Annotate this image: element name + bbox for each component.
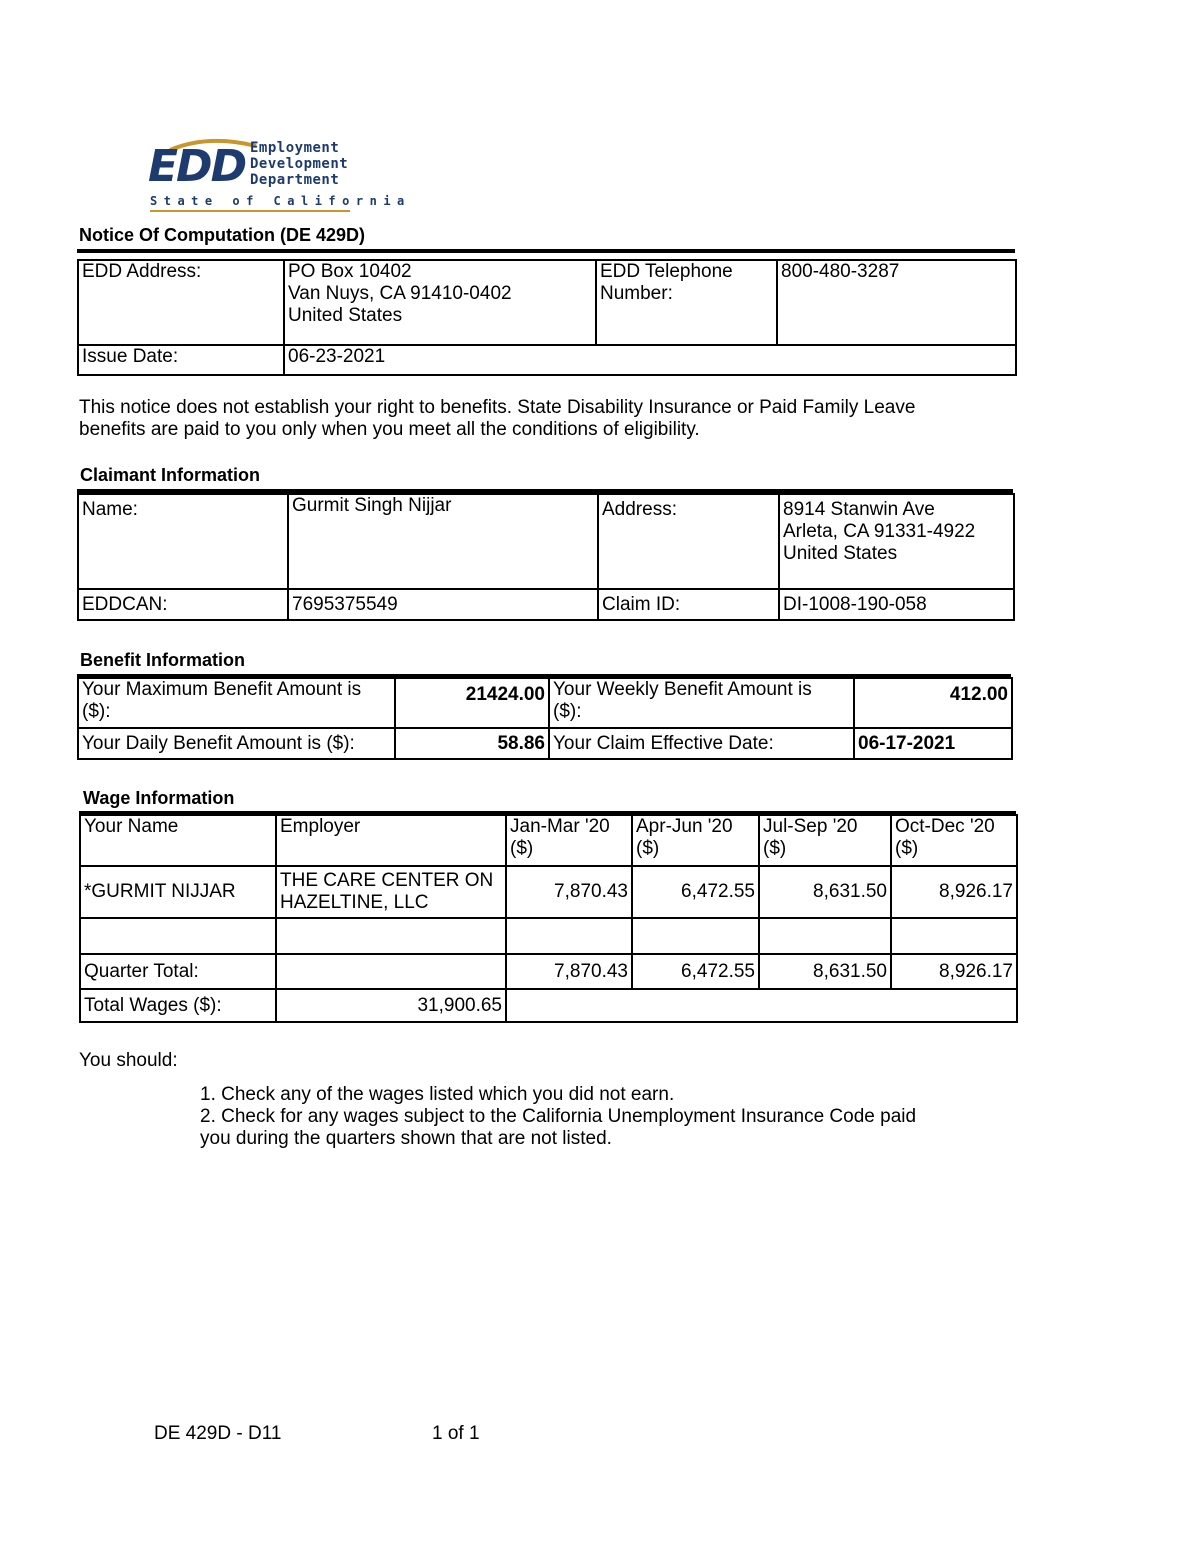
claimant-heading: Claimant Information — [80, 465, 261, 485]
edd-phone-label — [596, 260, 777, 345]
footer-page-number: 1 of 1 — [432, 1423, 480, 1444]
eligibility-notice — [79, 397, 915, 441]
issue-date-value: 06-23-2021 — [284, 345, 1016, 375]
wage-row-employer — [276, 866, 506, 918]
wage-row-q1: 7,870.43 — [506, 866, 632, 918]
claimant-name-label: Name: — [78, 494, 288, 589]
edd-address-line3: United States — [288, 305, 403, 326]
instruction-item-2-line1: 2. Check for any wages subject to the California Unemployment Insurance Code paid — [200, 1106, 917, 1127]
wage-col-q1-line2: ($) — [510, 838, 534, 859]
empty-cell — [80, 918, 276, 954]
wage-row-empty — [80, 918, 1017, 954]
edd-address-line2: Van Nuys, CA 91410-0402 — [288, 283, 512, 304]
total-wages-label: Total Wages ($): — [80, 989, 276, 1022]
wage-row-employer-line2: HAZELTINE, LLC — [280, 892, 429, 913]
empty-cell — [506, 989, 1017, 1022]
page-title: Notice Of Computation (DE 429D) — [79, 225, 366, 245]
quarter-total-q2: 6,472.55 — [632, 954, 759, 989]
weekly-benefit-label-line2: ($): — [553, 701, 582, 722]
weekly-benefit-label-line1: Your Weekly Benefit Amount is — [553, 679, 812, 700]
wage-col-q2-line2: ($) — [636, 838, 660, 859]
claimant-address-line1: 8914 Stanwin Ave — [783, 499, 935, 520]
wage-col-q1-line1: Jan-Mar '20 — [510, 816, 610, 837]
claim-id-value: DI-1008-190-058 — [779, 589, 1014, 620]
wage-col-q3 — [759, 815, 891, 866]
wage-row — [80, 866, 1017, 918]
max-benefit-label — [78, 678, 395, 728]
wage-row-name: *GURMIT NIJJAR — [80, 866, 276, 918]
empty-cell — [632, 918, 759, 954]
edd-contact-table — [77, 259, 1017, 376]
edd-logo-line2: Development — [250, 156, 349, 172]
edd-phone-value: 800-480-3287 — [777, 260, 1016, 345]
wage-col-q2-line1: Apr-Jun '20 — [636, 816, 733, 837]
wage-row-q3: 8,631.50 — [759, 866, 891, 918]
wage-col-q1 — [506, 815, 632, 866]
instructions-list — [200, 1084, 916, 1150]
eddcan-value: 7695375549 — [288, 589, 598, 620]
edd-logo-line1: Employment — [250, 140, 340, 156]
eligibility-notice-line1: This notice does not establish your right to benefits. State Disability Insurance or Paid Family Leave — [79, 397, 916, 418]
instruction-item-2-line2: you during the quarters shown that are not listed. — [200, 1128, 612, 1149]
wage-row-q4: 8,926.17 — [891, 866, 1017, 918]
eligibility-notice-line2: benefits are paid to you only when you meet all the conditions of eligibility. — [79, 419, 700, 440]
title-rule — [77, 249, 1015, 253]
edd-address-value — [284, 260, 596, 345]
wage-row-q2: 6,472.55 — [632, 866, 759, 918]
total-wages-row — [80, 989, 1017, 1022]
wage-col-name: Your Name — [80, 815, 276, 866]
empty-cell — [759, 918, 891, 954]
claimant-address-line2: Arleta, CA 91331-4922 — [783, 521, 976, 542]
benefit-heading: Benefit Information — [80, 650, 245, 670]
issue-date-label: Issue Date: — [78, 345, 284, 375]
claimant-address-value — [779, 494, 1014, 589]
max-benefit-value: 21424.00 — [395, 678, 549, 728]
total-wages-value: 31,900.65 — [276, 989, 506, 1022]
edd-logo-underline — [150, 210, 350, 212]
edd-logo-state: State of California — [150, 194, 411, 208]
claim-effective-label: Your Claim Effective Date: — [549, 728, 854, 759]
edd-address-line1: PO Box 10402 — [288, 261, 412, 282]
weekly-benefit-label — [549, 678, 854, 728]
weekly-benefit-value: 412.00 — [854, 678, 1012, 728]
wage-col-q4 — [891, 815, 1017, 866]
edd-logo — [148, 138, 411, 212]
benefit-table — [77, 677, 1013, 760]
edd-logo-line3: Department — [250, 172, 340, 188]
quarter-total-q4: 8,926.17 — [891, 954, 1017, 989]
claimant-name-value: Gurmit Singh Nijjar — [288, 494, 598, 589]
quarter-total-q3: 8,631.50 — [759, 954, 891, 989]
wage-col-q3-line2: ($) — [763, 838, 787, 859]
wage-row-employer-line1: THE CARE CENTER ON — [280, 870, 494, 891]
footer-form-id: DE 429D - D11 — [154, 1423, 282, 1444]
wage-table — [79, 814, 1018, 1023]
instruction-item-1: 1. Check any of the wages listed which you did not earn. — [200, 1084, 675, 1105]
eddcan-label: EDDCAN: — [78, 589, 288, 620]
quarter-total-row — [80, 954, 1017, 989]
claim-effective-value: 06-17-2021 — [854, 728, 1012, 759]
claimant-address-line3: United States — [783, 543, 898, 564]
wage-col-employer: Employer — [276, 815, 506, 866]
edd-phone-label-line2: Number: — [600, 283, 673, 304]
daily-benefit-label: Your Daily Benefit Amount is ($): — [78, 728, 395, 759]
empty-cell — [276, 918, 506, 954]
edd-phone-label-line1: EDD Telephone — [600, 261, 733, 282]
wage-col-q4-line1: Oct-Dec '20 — [895, 816, 995, 837]
wage-col-q2 — [632, 815, 759, 866]
wage-col-q4-line2: ($) — [895, 838, 919, 859]
empty-cell — [891, 918, 1017, 954]
wage-col-q3-line1: Jul-Sep '20 — [763, 816, 858, 837]
max-benefit-label-line2: ($): — [82, 701, 111, 722]
instructions-intro: You should: — [79, 1050, 178, 1071]
wage-heading: Wage Information — [83, 788, 235, 808]
daily-benefit-value: 58.86 — [395, 728, 549, 759]
empty-cell — [276, 954, 506, 989]
edd-address-label: EDD Address: — [78, 260, 284, 345]
empty-cell — [506, 918, 632, 954]
claim-id-label: Claim ID: — [598, 589, 779, 620]
max-benefit-label-line1: Your Maximum Benefit Amount is — [82, 679, 362, 700]
edd-logo-letters: EDD — [148, 141, 246, 192]
claimant-address-label: Address: — [598, 494, 779, 589]
quarter-total-q1: 7,870.43 — [506, 954, 632, 989]
quarter-total-label: Quarter Total: — [80, 954, 276, 989]
claimant-table — [77, 493, 1015, 621]
